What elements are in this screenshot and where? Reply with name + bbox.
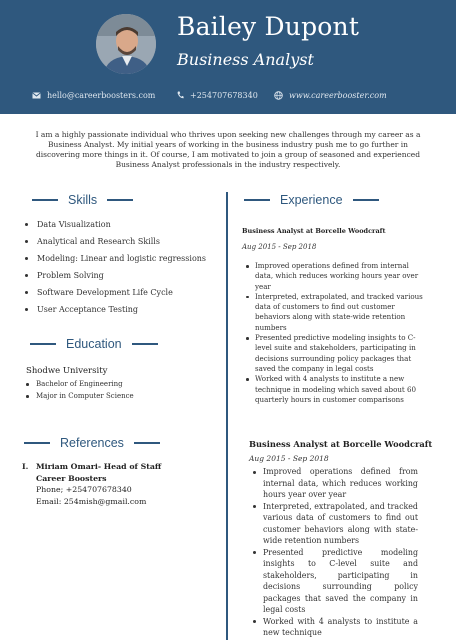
reference-entry xyxy=(22,461,161,507)
job-title: Business Analyst at Borcelle Woodcraft xyxy=(249,439,433,449)
heading-rule xyxy=(30,343,56,345)
heading-rule xyxy=(32,199,58,201)
job-bullet: Interpreted, extrapolated, and tracked various data of customers to find out customer behaviors along with state-wide retention numbers xyxy=(245,292,425,333)
education-heading-text: Education xyxy=(66,337,122,351)
job-dates: Aug 2015 - Sep 2018 xyxy=(249,454,329,463)
experience-heading xyxy=(244,192,379,208)
skills-heading xyxy=(32,192,133,208)
phone-icon xyxy=(177,91,184,99)
heading-rule xyxy=(107,199,133,201)
candidate-role: Business Analyst xyxy=(177,50,314,69)
heading-rule xyxy=(134,442,160,444)
job-dates: Aug 2015 - Sep 2018 xyxy=(242,243,317,251)
heading-rule xyxy=(244,199,270,201)
experience-heading-text: Experience xyxy=(280,193,343,207)
contact-email[interactable] xyxy=(32,89,155,101)
email-text: hello@careerboosters.com xyxy=(47,90,156,100)
profile-summary: I am a highly passionate individual who thrives upon seeking new challenges through my career as a Business Analyst. My initial years of working in the business industry push me to go further in discovering more things in it. Of course, I am motivated to join a group of seasoned and experienced Business Analyst professionals in the industry respectively. xyxy=(35,130,421,169)
website-text: www.careerbooster.com xyxy=(289,90,387,100)
candidate-name: Bailey Dupont xyxy=(177,12,360,41)
resume-header xyxy=(0,0,456,114)
reference-company: Career Boosters xyxy=(36,473,107,483)
skill-item: Problem Solving xyxy=(24,270,206,287)
profile-photo xyxy=(96,14,156,74)
heading-rule xyxy=(24,442,50,444)
contact-website[interactable] xyxy=(274,89,387,101)
globe-icon xyxy=(274,91,283,100)
job-title: Business Analyst at Borcelle Woodcraft xyxy=(242,227,386,235)
education-item: Bachelor of Engineering xyxy=(24,378,134,390)
job-bullet: Presented predictive modeling insights to C-level suite and stakeholders, participating in decisions surrounding policy packages that saved the company in legal costs xyxy=(252,547,418,616)
reference-email: Email: 254mish@gmail.com xyxy=(36,496,147,506)
job-bullet: Presented predictive modeling insights to C-level suite and stakeholders, participating in decisions surrounding policy packages that saved the company in legal costs xyxy=(245,333,425,374)
job-bullet: Improved operations defined from internal data, which reduces working hours year over year xyxy=(245,261,425,292)
skill-item: Analytical and Research Skills xyxy=(24,236,206,253)
education-list xyxy=(24,378,134,402)
heading-rule xyxy=(132,343,158,345)
skills-heading-text: Skills xyxy=(68,193,98,207)
heading-rule xyxy=(353,199,379,201)
school-name: Shodwe University xyxy=(26,366,108,376)
phone-text: +254707678340 xyxy=(190,90,258,100)
job-bullet: Interpreted, extrapolated, and tracked various data of customers to find out customer behaviors along with state-wide retention numbers xyxy=(252,501,418,547)
references-heading-text: References xyxy=(60,436,124,450)
skill-item: Data Visualization xyxy=(24,219,206,236)
reference-name: Miriam Omari- Head of Staff xyxy=(36,462,162,471)
education-heading xyxy=(30,336,158,352)
reference-number: I. xyxy=(22,462,29,471)
job-bullet: Worked with 4 analysts to institute a new technique in modeling which saved about 60 quarterly hours in customer comparisons xyxy=(245,374,425,405)
job-bullet: Worked with 4 analysts to institute a new technique xyxy=(252,616,418,639)
column-divider xyxy=(226,192,228,640)
skill-item: User Acceptance Testing xyxy=(24,304,206,321)
reference-phone: Phone; +254707678340 xyxy=(36,485,132,494)
job-bullets xyxy=(245,261,425,405)
contact-phone[interactable] xyxy=(177,89,258,101)
job-bullet: Improved operations defined from internal data, which reduces working hours year over year xyxy=(252,466,418,501)
email-icon xyxy=(32,92,41,99)
skill-item: Modeling: Linear and logistic regressions xyxy=(24,253,206,270)
skills-list xyxy=(24,219,206,321)
skill-item: Software Development Life Cycle xyxy=(24,287,206,304)
education-item: Major in Computer Science xyxy=(24,390,134,402)
job-bullets xyxy=(252,466,418,639)
references-heading xyxy=(24,435,160,451)
